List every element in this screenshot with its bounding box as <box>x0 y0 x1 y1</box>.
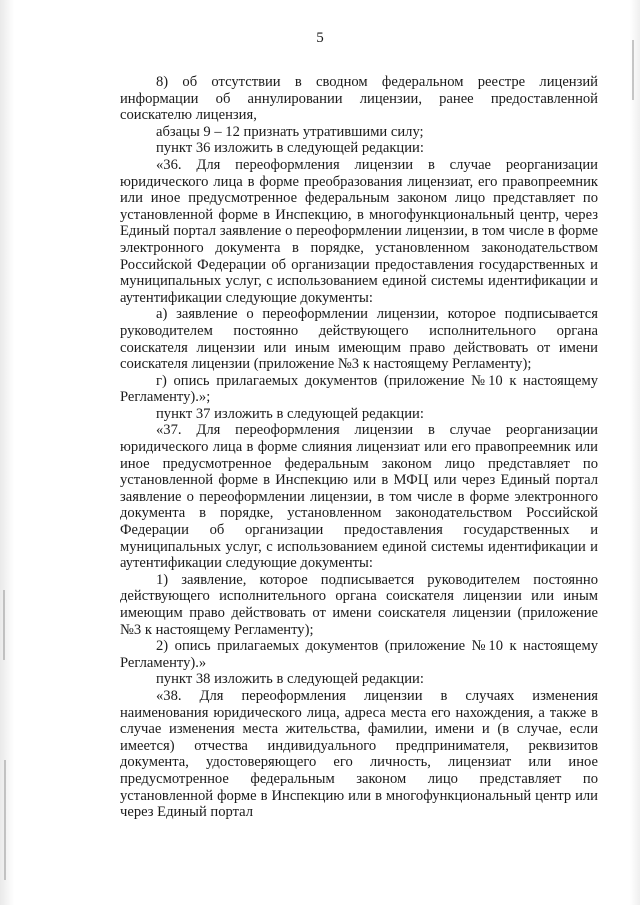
document-body <box>120 74 598 821</box>
paragraph-point-38-intro: пункт 38 изложить в следующей редакции: <box>156 671 424 688</box>
paragraph-point-36-intro: пункт 36 изложить в следующей редакции: <box>156 140 424 157</box>
paragraph-37-subitem-2: 2) опись прилагаемых документов (приложение №10 к настоящему Регламенту).» <box>120 638 598 671</box>
scan-mark <box>3 590 5 660</box>
paragraph-abzatsy-repealed: абзацы 9 – 12 признать утратившими силу; <box>156 123 424 140</box>
scan-edge-right <box>630 0 640 905</box>
paragraph-item-8: 8) об отсутствии в сводном федеральном реестре лицензий информации об аннулировании лицензии, ранее предоставленной соискателю лицензия, <box>120 74 598 124</box>
paragraph-point-37-text: «37. Для переоформления лицензии в случае реорганизации юридического лица в форме слияния лицензиат или его правопреемник или иное предусмотренное федеральным законом лицо представляет по установленной форме в Инспекцию или в МФЦ или через Единый портал заявление о переоформлении лицензии, в том числе в форме электронного документа в порядке, установленном законодательством Российской Федерации об организации предоставления государственных и муниципальных услуг, с использованием единой системы идентификации и аутентификации следующие документы: <box>120 422 598 572</box>
paragraph-point-37-intro: пункт 37 изложить в следующей редакции: <box>156 405 424 422</box>
scan-mark <box>4 760 6 880</box>
scan-mark <box>632 40 634 100</box>
paragraph-36-subitem-g: г) опись прилагаемых документов (приложение №10 к настоящему Регламенту).»; <box>120 372 598 406</box>
paragraph-36-subitem-a: а) заявление о переоформлении лицензии, которое подписывается руководителем постоянно действующего исполнительного органа соискателя лицензии или иным имеющим право действовать от имени соискателя лицензии (приложение №3 к настоящему Регламенту); <box>120 306 598 373</box>
page-number: 5 <box>316 30 324 46</box>
paragraph-point-38-text: «38. Для переоформления лицензии в случаях изменения наименования юридического лица, адреса места его нахождения, а также в случае изменения места жительства, фамилии, имени и (в случае, если имеется) отчества индивидуального предпринимателя, реквизитов документа, удостоверяющего его личность, лицензиат или иное предусмотренное федеральным законом лицо представляет по установленной форме в Инспекцию или в многофункциональный центр или через Единый портал <box>120 687 598 821</box>
paragraph-point-36-text: «36. Для переоформления лицензии в случае реорганизации юридического лица в форме преобразования лицензиат, его правопреемник или иное предусмотренное федеральным законом лицо представляет по установленной форме в Инспекцию, в многофункциональный центр, через Единый портал заявление о переоформлении лицензии, в том числе в форме электронного документа в порядке, установленном законодательством Российской Федерации об организации предоставления государственных и муниципальных услуг, с использованием единой системы идентификации и аутентификации следующие документы: <box>120 156 598 306</box>
paragraph-37-subitem-1: 1) заявление, которое подписывается руководителем постоянно действующего исполнительного органа соискателя лицензии или иным имеющим право действовать от имени соискателя лицензии (приложение №3 к настоящему Регламенту); <box>120 571 598 638</box>
scan-edge-left <box>0 0 14 905</box>
